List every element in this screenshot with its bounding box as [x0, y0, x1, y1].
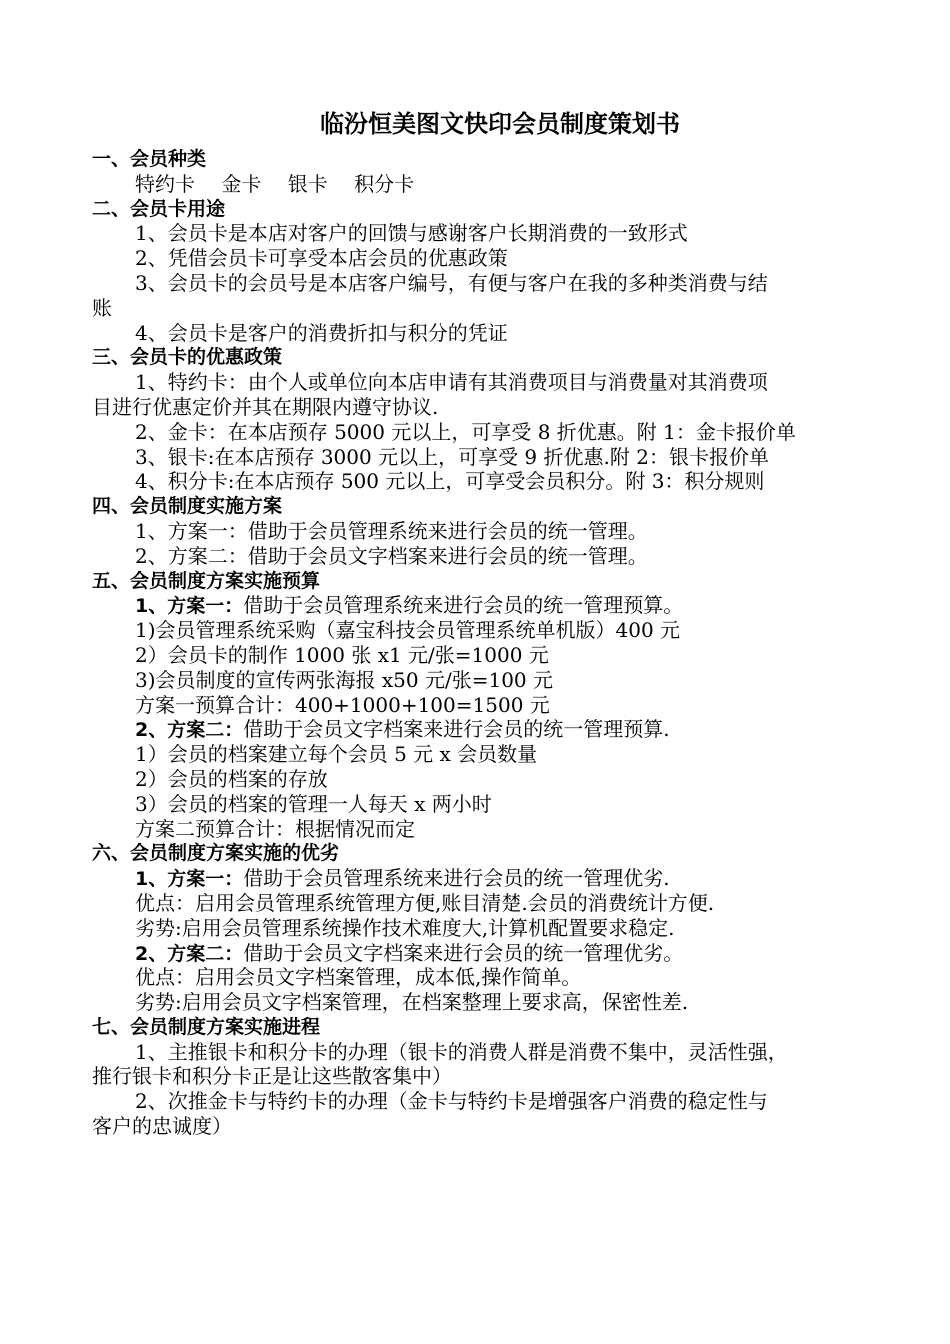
paragraph-line: 3、会员卡的会员号是本店客户编号，有便与客户在我的多种类消费与结 [135, 270, 768, 295]
paragraph-line: 1）会员的档案建立每个会员 5 元 x 会员数量 [135, 742, 538, 767]
document-body [92, 147, 872, 1139]
paragraph-line: 4、会员卡是客户的消费折扣与积分的凭证 [135, 320, 508, 345]
plan-two-label: 2、方案二： [135, 719, 244, 742]
section-heading-5: 五、会员制度方案实施预算 [92, 569, 321, 592]
card-type-special: 特约卡 [135, 171, 195, 196]
section-heading-6: 六、会员制度方案实施的优劣 [92, 842, 340, 865]
plan-one-label: 1、方案一： [135, 868, 244, 891]
cons-line: 劣势:启用会员管理系统操作技术难度大,计算机配置要求稳定. [135, 915, 675, 940]
paragraph-line: 2）会员卡的制作 1000 张 x1 元/张=1000 元 [135, 642, 549, 667]
paragraph-line: 1)会员管理系统采购（嘉宝科技会员管理系统单机版）400 元 [135, 618, 681, 643]
paragraph-line: 1、方案一：借助于会员管理系统来进行会员的统一管理。 [135, 518, 648, 543]
section-heading-1: 一、会员种类 [92, 148, 207, 170]
paragraph-line: 2、方案二：借助于会员文字档案来进行会员的统一管理。 [135, 543, 648, 568]
paragraph-line: 1、会员卡是本店对客户的回馈与感谢客户长期消费的一致形式 [135, 221, 688, 246]
paragraph-line: 2、金卡：在本店预存 5000 元以上，可享受 8 折优惠。附 1：金卡报价单 [135, 419, 796, 444]
paragraph-line: 2）会员的档案的存放 [135, 766, 328, 791]
card-type-points: 积分卡 [354, 171, 415, 196]
budget-total-line: 方案二预算合计：根据情况而定 [135, 816, 415, 841]
paragraph-line: 3、银卡:在本店预存 3000 元以上，可享受 9 折优惠.附 2：银卡报价单 [135, 444, 769, 469]
section-heading-2: 二、会员卡用途 [92, 197, 226, 220]
paragraph-line: 2、凭借会员卡可享受本店会员的优惠政策 [135, 246, 508, 271]
paragraph-line: 1、主推银卡和积分卡的办理（银卡的消费人群是消费不集中，灵活性强， [135, 1039, 788, 1064]
section-heading-7: 七、会员制度方案实施进程 [92, 1015, 321, 1038]
budget-total-line: 方案一预算合计：400+1000+100=1500 元 [135, 692, 550, 717]
paragraph-line: 3)会员制度的宣传两张海报 x50 元/张=100 元 [135, 667, 553, 692]
paragraph-line: 4、积分卡:在本店预存 500 元以上，可享受会员积分。附 3：积分规则 [135, 469, 765, 494]
cons-line: 劣势:启用会员文字档案管理，在档案整理上要求高，保密性差. [135, 990, 689, 1015]
plan-two-text: 借助于会员文字档案来进行会员的统一管理优劣。 [243, 940, 684, 965]
paragraph-line: 3）会员的档案的管理一人每天 x 两小时 [135, 791, 492, 816]
pros-line: 优点：启用会员文字档案管理，成本低,操作简单。 [135, 965, 582, 990]
plan-one-line [92, 593, 872, 618]
paragraph-line-continued: 目进行优惠定价并其在期限内遵守协议. [92, 394, 439, 419]
section-heading-3: 三、会员卡的优惠政策 [92, 346, 283, 369]
plan-one-text: 借助于会员管理系统来进行会员的统一管理预算。 [243, 593, 684, 618]
paragraph-line-continued: 账 [92, 295, 112, 320]
plan-one-line [92, 866, 872, 891]
plan-two-text: 借助于会员文字档案来进行会员的统一管理预算. [243, 717, 670, 742]
pros-line: 优点：启用会员管理系统管理方便,账目清楚.会员的消费统计方便. [135, 890, 715, 915]
card-types-line [92, 172, 872, 197]
card-type-silver: 银卡 [287, 171, 328, 196]
plan-two-line [92, 941, 872, 966]
document-title: 临汾恒美图文快印会员制度策划书 [320, 109, 680, 138]
plan-two-line [92, 717, 872, 742]
section-heading-4: 四、会员制度实施方案 [92, 495, 283, 518]
paragraph-line-continued: 推行银卡和积分卡正是让这些散客集中） [92, 1064, 452, 1089]
card-type-gold: 金卡 [221, 171, 262, 196]
plan-two-label: 2、方案二： [135, 942, 244, 965]
plan-one-label: 1、方案一： [135, 595, 244, 618]
paragraph-line-continued: 客户的忠诚度） [92, 1114, 232, 1139]
plan-one-text: 借助于会员管理系统来进行会员的统一管理优劣. [243, 866, 670, 891]
paragraph-line: 1、特约卡：由个人或单位向本店申请有其消费项目与消费量对其消费项 [135, 370, 768, 395]
paragraph-line: 2、次推金卡与特约卡的办理（金卡与特约卡是增强客户消费的稳定性与 [135, 1089, 768, 1114]
